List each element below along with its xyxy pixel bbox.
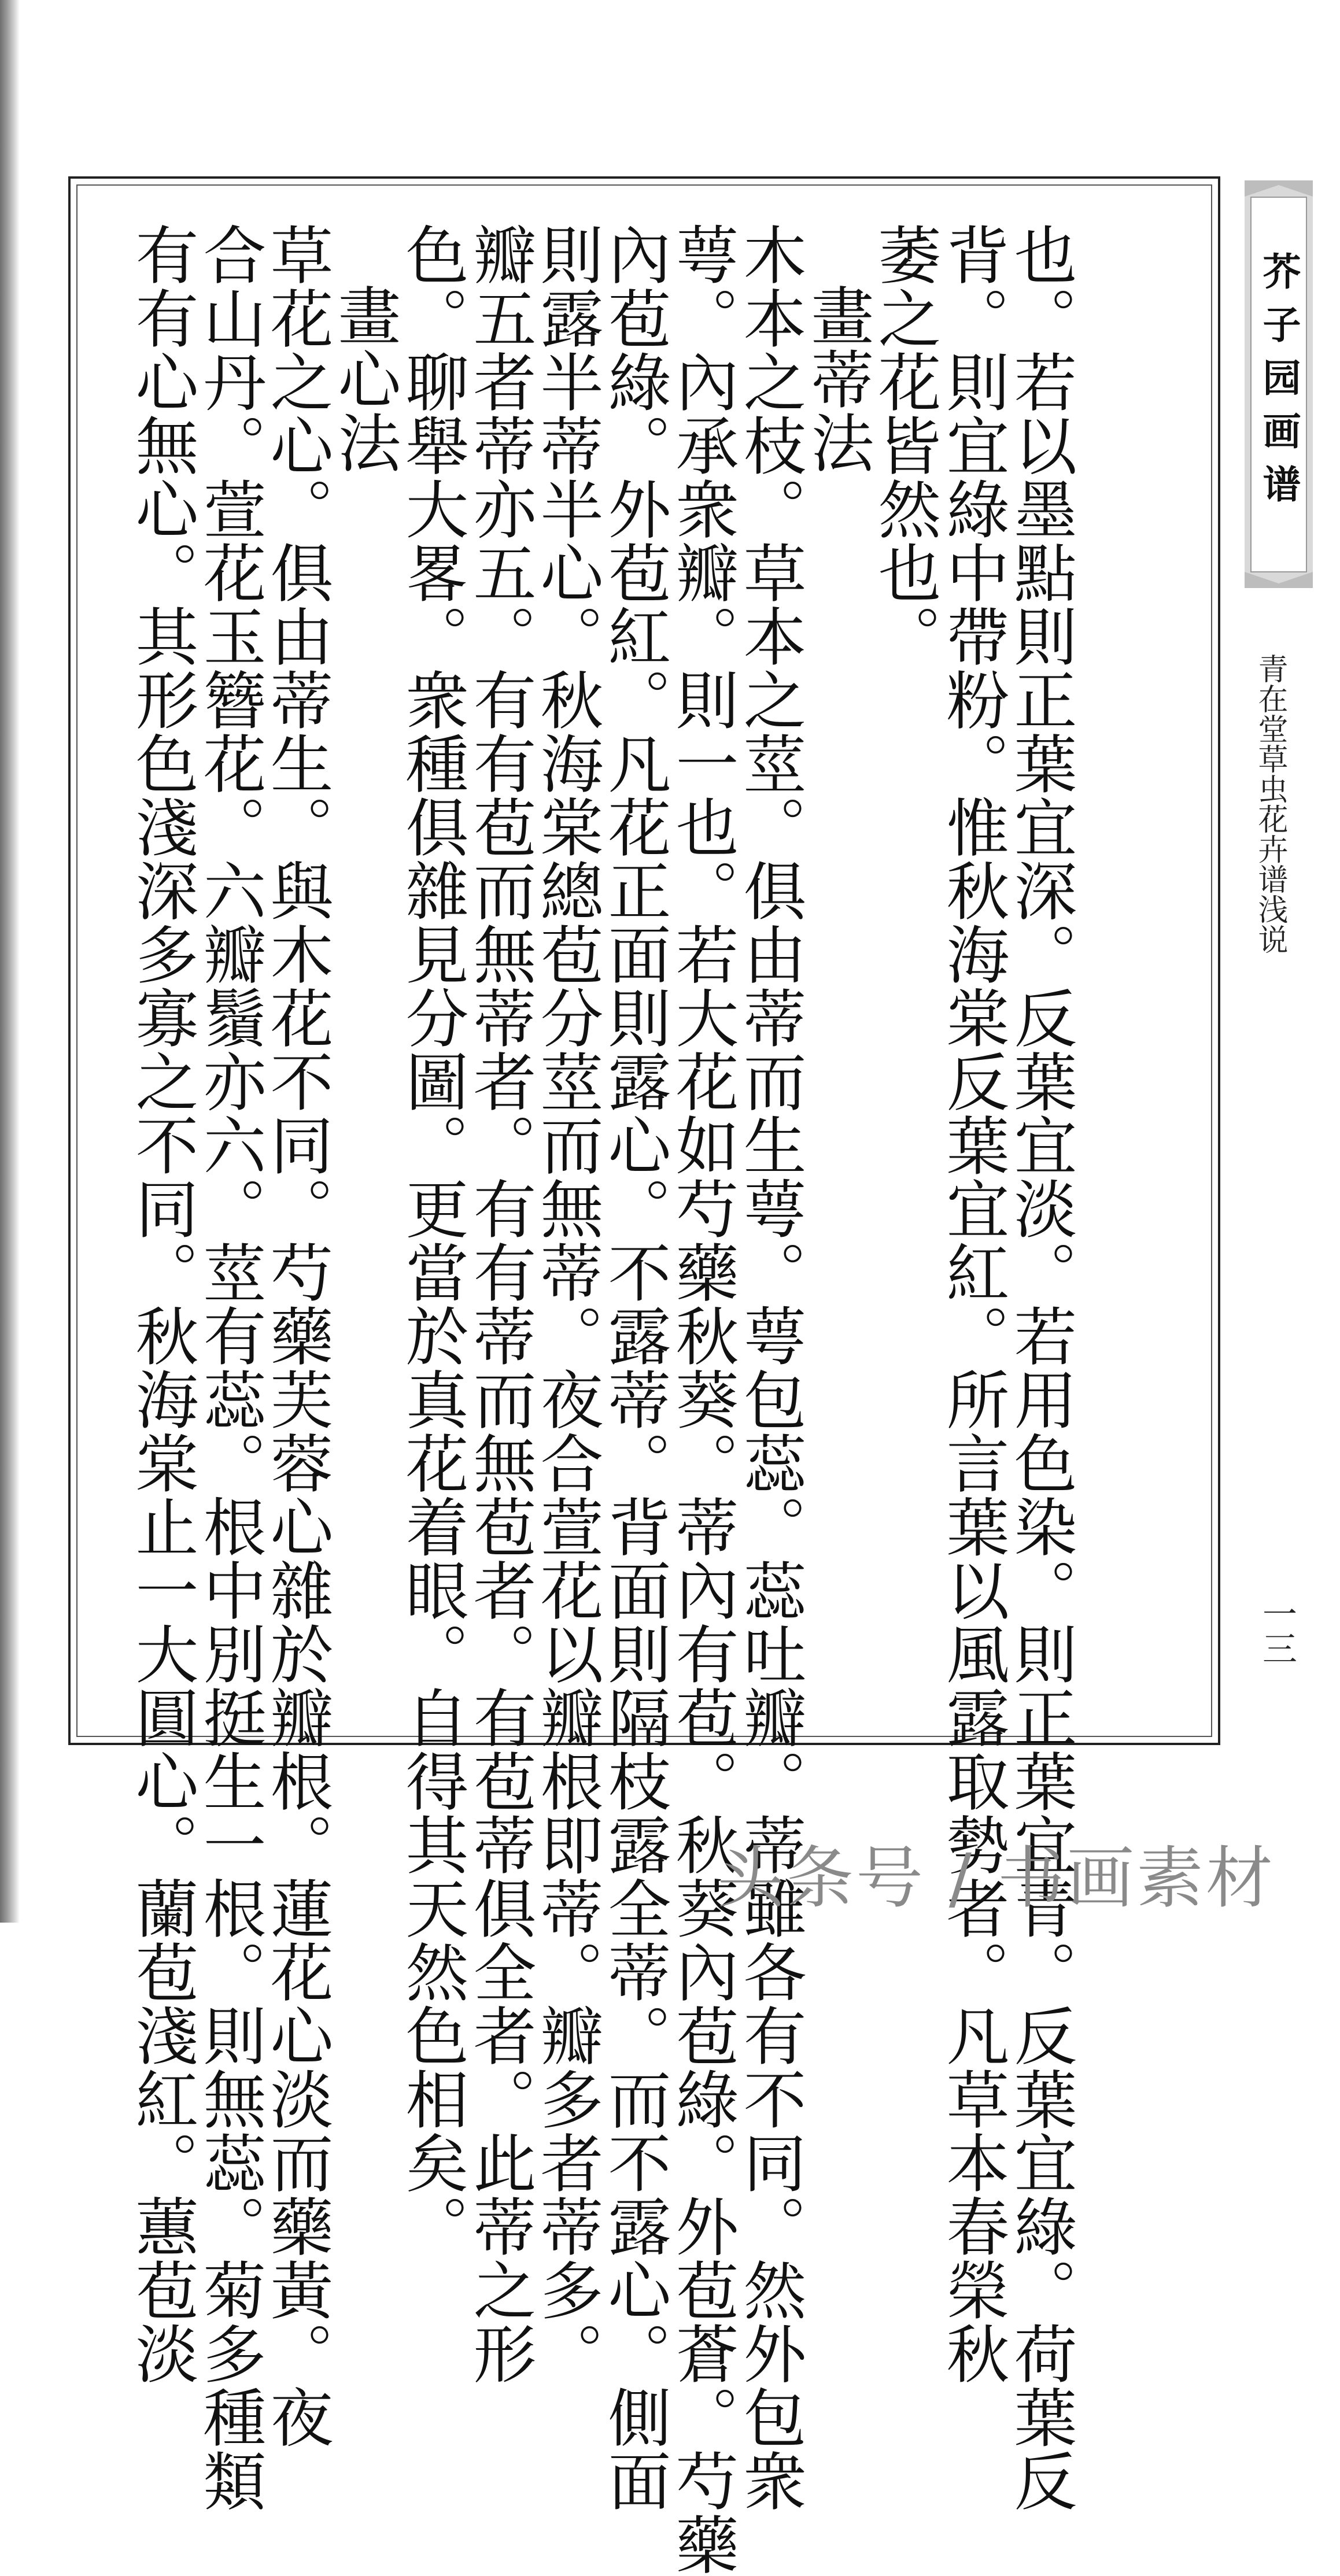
book-spine-shadow <box>0 0 20 1923</box>
text-column-6: 萼。內承衆瓣。則一也。若大花如芍藥秋葵。蒂內有苞。秋葵內苞綠。外苞蒼。芍藥 <box>666 223 739 2576</box>
text-column-7: 內苞綠。外苞紅。凡花正面則露心。不露蒂。背面則隔枝露全蒂。而不露心。側面 <box>598 223 671 2512</box>
text-column-14: 有有心無心。其形色淺深多寡之不同。秋海棠止一大圓心。蘭苞淺紅。蕙苞淡 <box>125 223 199 2385</box>
text-column-13: 合山丹。萱花玉簪花。六瓣鬚亦六。莖有蕊。根中別挺生一根。則無蕊。菊多種類 <box>193 223 267 2512</box>
book-title-box <box>1250 197 1307 572</box>
text-column-1: 也。若以墨點則正葉宜深。反葉宜淡。若用色染。則正葉宜青。反葉宜綠。荷葉反 <box>1004 223 1077 2512</box>
page-number: 一三 <box>1257 1596 1297 1665</box>
book-title: 芥子园画谱 <box>1256 252 1301 518</box>
section-heading-calyx: 畫蒂法 <box>801 283 874 474</box>
tab-bottom-ornament <box>1245 572 1313 588</box>
text-column-3: 萎之花皆然也。 <box>868 223 942 668</box>
text-column-9: 瓣五者蒂亦五。有有苞而無蒂者。有有蒂而無苞者。有苞蒂俱全者。此蒂之形 <box>463 223 537 2385</box>
text-column-12: 草花之心。俱由蒂生。與木花不同。芍藥芙蓉心雜於瓣根。蓮花心淡而藥黃。夜 <box>260 223 334 2449</box>
tab-top-ornament <box>1245 180 1313 197</box>
text-column-8: 則露半蒂半心。秋海棠總苞分莖而無蒂。夜合萱花以瓣根即蒂。瓣多者蒂多。 <box>530 223 604 2385</box>
text-column-2: 背。則宜綠中帶粉。惟秋海棠反葉宜紅。所言葉以風露取勢者。凡草本春榮秋 <box>936 223 1010 2385</box>
book-title-tab <box>1245 180 1313 588</box>
text-column-5: 木本之枝。草本之莖。俱由蒂而生萼。萼包蕊。蕊吐瓣。蒂雖各有不同。然外包衆 <box>733 223 807 2512</box>
watermark-text: 头条号 / 书画素材 <box>717 1839 1275 1917</box>
section-heading-heart: 畫心法 <box>328 283 401 474</box>
chapter-subtitle: 青在堂草虫花卉谱浅说 <box>1253 653 1287 954</box>
text-column-10: 色。聊舉大畧。衆種俱雜見分圖。更當於真花着眼。自得其天然色相矣。 <box>396 223 469 2258</box>
